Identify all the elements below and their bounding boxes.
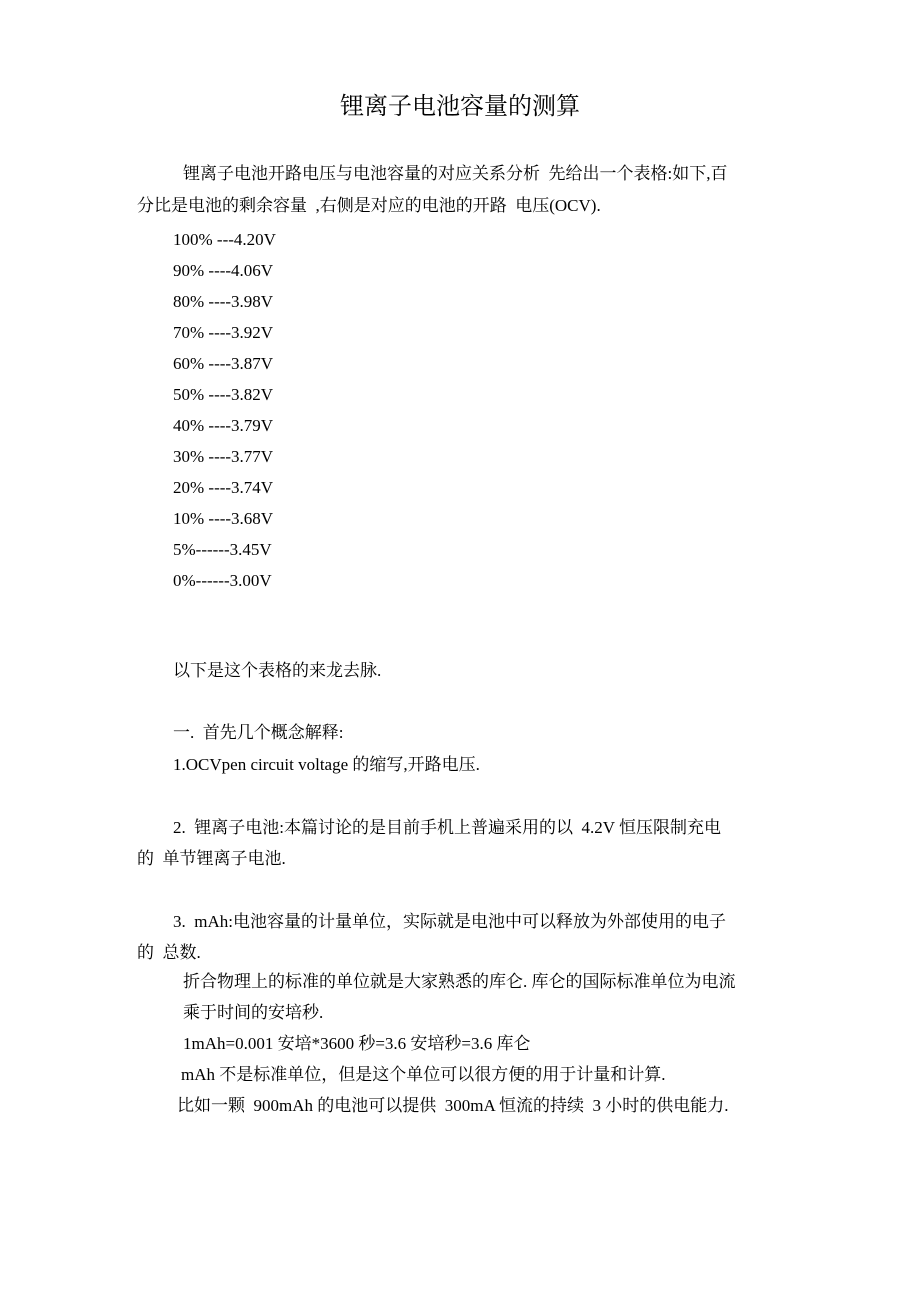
concept-item-2-line-1: 2. 锂离子电池:本篇讨论的是目前手机上普遍采用的以 4.2V 恒压限制充电: [173, 818, 721, 837]
concept-item-3-note: mAh 不是标准单位，但是这个单位可以很方便的用于计量和计算.: [181, 1065, 666, 1084]
ocv-table-row: 60% ----3.87V: [173, 354, 274, 373]
concept-item-3-line-2: 的 总数.: [137, 943, 201, 962]
concept-item-3-line-1: 3. mAh:电池容量的计量单位，实际就是电池中可以释放为外部使用的电子: [173, 912, 726, 931]
concept-item-3-example: 比如一颗 900mAh 的电池可以提供 300mA 恒流的持续 3 小时的供电能力.: [177, 1096, 729, 1115]
concept-item-2-line-2: 的 单节锂离子电池.: [137, 849, 286, 868]
concept-item-3-detail-2: 乘于时间的安培秒.: [183, 1003, 324, 1022]
section-heading: 一. 首先几个概念解释:: [173, 723, 344, 742]
intro-paragraph-line-1: 锂离子电池开路电压与电池容量的对应关系分析 先给出一个表格:如下,百: [183, 164, 728, 183]
intro-paragraph-line-2: 分比是电池的剩余容量 ,右侧是对应的电池的开路 电压(OCV).: [137, 196, 601, 215]
concept-item-1: 1.OCVpen circuit voltage 的缩写,开路电压.: [173, 755, 480, 774]
ocv-table-row: 40% ----3.79V: [173, 416, 274, 435]
ocv-table-row: 100% ---4.20V: [173, 230, 276, 249]
concept-item-3-detail-1: 折合物理上的标准的单位就是大家熟悉的库仑. 库仑的国际标准单位为电流: [183, 972, 736, 991]
ocv-table-row: 80% ----3.98V: [173, 292, 274, 311]
ocv-table-row: 5%------3.45V: [173, 540, 272, 559]
origin-line: 以下是这个表格的来龙去脉.: [173, 661, 382, 680]
document-title: 锂离子电池容量的测算: [340, 94, 580, 120]
ocv-table-row: 10% ----3.68V: [173, 509, 274, 528]
ocv-table-row: 90% ----4.06V: [173, 261, 274, 280]
ocv-table-row: 0%------3.00V: [173, 571, 272, 590]
ocv-table-row: 20% ----3.74V: [173, 478, 274, 497]
ocv-table-row: 30% ----3.77V: [173, 447, 274, 466]
ocv-table-row: 50% ----3.82V: [173, 385, 274, 404]
concept-item-3-formula: 1mAh=0.001 安培*3600 秒=3.6 安培秒=3.6 库仑: [183, 1034, 531, 1053]
ocv-table-row: 70% ----3.92V: [173, 323, 274, 342]
